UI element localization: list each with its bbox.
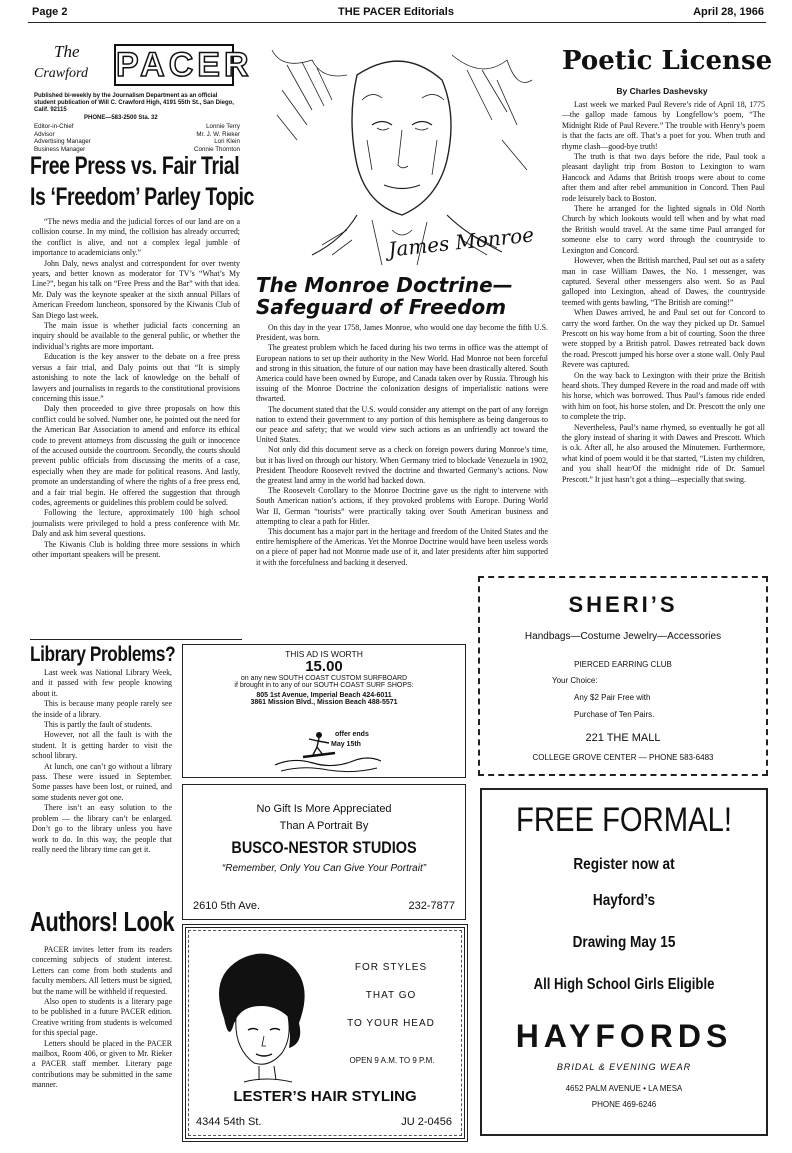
monroe-signature: James Monroe xyxy=(386,222,535,262)
page-number: Page 2 xyxy=(32,6,68,18)
hayfords-ad-logo: HAYFORDS xyxy=(515,1018,733,1054)
paragraph: However, when the British marched, Paul set out as a safety man in case William Dawes, the No. 1 messenger, was captured. Several other messengers also went. So as Paul galloped into Lexington, ahead of Dawes, the countryside teemed with gents bawling, “The British are coming!” xyxy=(562,256,765,307)
woman-illustration xyxy=(204,948,314,1088)
sheris-ad-choice: Your Choice: xyxy=(552,676,598,685)
staff-box xyxy=(34,123,240,153)
lesters-ad-line: FOR STYLES xyxy=(354,962,428,973)
hayfords-ad-line: Drawing May 15 xyxy=(572,934,676,951)
surf-ad xyxy=(182,644,466,778)
paragraph: When Dawes arrived, he and Paul set out for Concord to carry the word farther. On the way they picked up Dr. Samuel Prescott on his way home from a bit of courting. Soon the three were stopped by a British patrol. Dawes retreated back down the road. Prescott jumped his horse over a stone wall. Only Paul Revere was captured. xyxy=(562,308,765,370)
sheris-ad-address: 221 THE MALL xyxy=(585,732,661,744)
paragraph: Letters should be placed in the PACER mailbox, Room 406, or given to Mr. Rieker a PACER staff member. Literary page contributions may be submitted in the same manner. xyxy=(32,1038,172,1090)
paragraph: The Kiwanis Club is holding three more sessions in which other important speakers will be present. xyxy=(32,539,240,559)
paragraph: Following the lecture, approximately 100 high school journalists were privileged to hold a press conference with Mr. Daly and ask him several questions. xyxy=(32,508,240,539)
sheris-ad-name: SHERI’S xyxy=(568,592,678,617)
paragraph: Daly then proceeded to give three proposals on how this conflict could be solved. Number one, he pointed out the need for the American Bar Association to amend and enforce its ethical code to prevent attorneys from discussing the guilt or innocence of the accused outside the courtroom. Secondly, the courts should prevent public officials from discussing the merits of a case, especially when they are made for political reasons. And lastly, promote an understanding of where the rights of a free press end, and a fair trial begin. He offered the suggestion that through codes, agreements or guidelines this problem could be solved. xyxy=(32,404,240,507)
surf-ad-line: if brought in to any of our SOUTH COAST SURF SHOPS: xyxy=(234,682,414,689)
masthead-the: The xyxy=(54,42,80,61)
masthead-published: Published bi-weekly by the Journalism Department as an official student publication of Will C. Crawford High, 4191 55th St., San Diego, Calif. 92115 xyxy=(34,93,234,113)
surf-ad-amount: 15.00 xyxy=(305,658,343,675)
staff-row: Advertising Manager Lori Klein xyxy=(34,138,240,145)
paragraph: Last week was National Library Week, and it passed with few people knowing about it. xyxy=(32,668,172,698)
masthead xyxy=(32,30,253,170)
paragraph: At lunch, one can’t go without a library pass. These were issued in September. Some passes have been lost, or ruined, and some students never got one. xyxy=(32,761,172,802)
issue-date: April 28, 1966 xyxy=(693,6,764,18)
paragraph: The main issue is whether judicial facts concerning an inquiry should be available to the general public, or whether the individual’s rights are more important. xyxy=(32,321,240,351)
hayfords-ad-line: Hayford’s xyxy=(592,892,656,909)
hayfords-ad xyxy=(480,788,768,1136)
poetic-headline: Poetic License xyxy=(562,46,773,76)
busco-nestor-ad xyxy=(182,784,466,920)
paragraph: The Roosevelt Corollary to the Monroe Doctrine gave us the right to intervene with South American nation’s actions, if they provoked problems with Europe. During World War II, German “tourists” were practically taking over South American business and attempting to clear a path for Hitler. xyxy=(256,486,548,526)
staff-row: Advisor Mr. J. W. Rieker xyxy=(34,130,240,138)
paragraph: Last week we marked Paul Revere’s ride of April 18, 1775—the gallop made famous by Longfellow’s poem, “The Midnight Ride of Paul Revere.” The trouble with Henry’s poem is that the facts are off. That’s a poet for you. When truth and rhyme clash—good-bye truth! xyxy=(562,100,765,151)
paragraph: However, not all the fault is with the student. It is getting harder to visit the school library. xyxy=(32,730,172,761)
sheris-ad-club: PIERCED EARRING CLUB xyxy=(574,660,672,669)
header-rule xyxy=(28,22,766,23)
masthead-logo: PACER xyxy=(116,46,253,84)
surf-ad-address: 805 1st Avenue, Imperial Beach 424-6011 xyxy=(256,692,392,699)
hayfords-ad-line: All High School Girls Eligible xyxy=(533,976,715,993)
paragraph: Also open to students is a literary page to be published in a future PACER edition. Creative writing from students is welcomed for this special page. xyxy=(32,997,172,1038)
paragraph: This document has a major part in the heritage and freedom of the United States and the entire hemisphere of the Americas. Yet the Monroe Doctrine would have been useless words on a piece of paper had not Monroe made use of it, and later presidents after him supported it with the forcefulness and backing it deserved. xyxy=(256,527,548,567)
surf-ad-offer: offer ends xyxy=(335,731,369,738)
authors-headline: Authors! Look xyxy=(30,906,175,937)
hayfords-ad-line: Register now at xyxy=(573,856,675,873)
paragraph: PACER invites letter from its readers concerning subjects of student interest. Letters can come from both students and faculty members. All letters must be signed, but the name will be withheld if requested. xyxy=(32,945,172,996)
hayfords-ad-phone: PHONE 469-6246 xyxy=(591,1100,657,1109)
paragraph: Not only did this document serve as a check on foreign powers during Monroe’s time, but it has lived on through our history. When Germany tried to blockade Venezuela in 1902, President Theodore Roosevelt revived the doctrine and thwarted Germany’s actions. Now the greatest land army in the world had backed down. xyxy=(256,445,548,486)
paragraph: The greatest problem which he faced during his two terms in office was the attempt of European nations to set up their authority in the New World. Had Monroe not been forceful and strong in this situation, the future of our nation may have been drastically altered. South America could have been owned by Europe, and Canada taken over by Russia. Through his issuing of the Monroe Doctrine the colonization designs of imperialistic nations were thwarted. xyxy=(256,343,548,404)
poetic-byline: By Charles Dashevsky xyxy=(616,86,708,96)
library-body xyxy=(32,668,172,855)
paragraph: The document stated that the U.S. would consider any attempt on the part of any foreign nation to extend their government to any portion of this hemisphere as being dangerous to our peace and safety; that we would view such actions as an unfriendly act toward the United States. xyxy=(256,404,548,445)
monroe-portrait xyxy=(252,40,548,272)
column-rule xyxy=(30,639,242,640)
paragraph: This is because many people rarely see the inside of a library. xyxy=(32,699,172,719)
busco-ad-address: 2610 5th Ave. xyxy=(193,900,261,912)
paragraph: The truth is that two days before the ride, Paul took a pleasant daylight trip from Boston to Lexington to warn Hancock and Adams that British troops were about to come after them and after rebel ammunition in Concord. Then Paul rode leisurely back to Boston. xyxy=(562,152,765,203)
lesters-ad-hours: OPEN 9 A.M. TO 9 P.M. xyxy=(349,1056,435,1065)
surf-ad-address: 3861 Mission Blvd., Mission Beach 488-5571 xyxy=(250,699,398,706)
poetic-body xyxy=(562,100,765,485)
paragraph: Nevertheless, Paul’s name rhymed, so eventually he got all the glory instead of sharing it with Dawes and Prescott. Which is o.k. After all, he also aroused the Minutemen. Furthermore, what kind of poem would it be that started, “Listen my children, and you shall hear/Of the midnight ride of Dr. Samuel Prescott.” It just hasn’t got a thing—especially that swing. xyxy=(562,422,765,484)
paragraph: John Daly, news analyst and correspondent for over twenty years, and better known as moderator for TV’s “What’s My Line?”, began his talk on “Free Press and the Bar” with that idea. Mr. Daly was the keynote speaker at the sixth annual Pillars of American Freedom luncheon, sponsored by the Kiwanis Club of San Diego last week. xyxy=(32,258,240,320)
surf-ad-line: THIS AD IS WORTH xyxy=(285,649,363,659)
sheris-ad xyxy=(478,576,768,776)
authors-body xyxy=(32,945,172,1091)
hayfords-ad-headline: FREE FORMAL! xyxy=(515,801,733,839)
masthead-phone: PHONE—583-2500 Sta. 32 xyxy=(84,115,158,121)
surf-ad-offer-date: May 15th xyxy=(331,741,361,748)
lesters-ad-address: 4344 54th St. xyxy=(196,1116,262,1128)
lesters-ad xyxy=(182,924,468,1142)
paragraph: There he arranged for the lighted signals in Old North Church by which lookouts would tell when and by what road the British would travel. At the same time Paul arranged for someone else to carry word through the countryside to Lexington and Concord. xyxy=(562,204,765,255)
free-press-headline-2: Is ‘Freedom’ Parley Topic xyxy=(30,183,254,211)
paragraph: Education is the key answer to the debate on a free press versus a fair trial, and Daly points out that “It is simply astonishing to note the lack of knowledge on the behalf of lawyers and journalists in regards to the constitutional provisions concerning this issue.” xyxy=(32,352,240,403)
free-press-headline-1: Free Press vs. Fair Trial xyxy=(30,152,240,180)
sheris-ad-center: COLLEGE GROVE CENTER — PHONE 583-6483 xyxy=(532,753,714,762)
busco-ad-line: No Gift Is More Appreciated xyxy=(256,803,392,815)
paragraph: There isn’t an easy solution to the problem — the library can’t be enlarged. Don’t go to the library unless you have work to do. In this way, the people that really need the library time can get it. xyxy=(32,803,172,854)
lesters-ad-name: LESTER’S HAIR STYLING xyxy=(233,1088,417,1105)
free-press-body xyxy=(32,217,240,560)
paragraph: On the way back to Lexington with their prize the British heard shots. They dumped Revere in the road and made off with his horse, which was borrowed. Thus Paul’s famous ride ended with him on foot, his horse stolen, and Dr. Prescott the only one to complete the trip. xyxy=(562,370,765,422)
sheris-ad-offer: Purchase of Ten Pairs. xyxy=(574,710,655,719)
busco-ad-studio: BUSCO-NESTOR STUDIOS xyxy=(231,838,417,857)
lesters-ad-line: THAT GO xyxy=(365,990,417,1001)
monroe-headline-2: Safeguard of Freedom xyxy=(256,295,507,319)
lesters-ad-phone: JU 2-0456 xyxy=(401,1116,452,1128)
masthead-crawford: Crawford xyxy=(34,66,88,81)
staff-row: Business Manager Connie Thornton xyxy=(34,145,240,153)
sheris-ad-offer: Any $2 Pair Free with xyxy=(574,693,651,702)
paragraph: On this day in the year 1758, James Monroe, who would one day become the fifth U.S. President, was born. xyxy=(256,323,548,343)
busco-ad-line: Than A Portrait By xyxy=(279,820,369,832)
paragraph: “The news media and the judicial forces of our land are on a collision course. In my mind, the collision has already occurred; the conflict is alive, and not a complex legal jumble of importance to academicians only.” xyxy=(32,217,240,258)
monroe-headline-1: The Monroe Doctrine— xyxy=(256,273,513,297)
lesters-ad-line: TO YOUR HEAD xyxy=(347,1018,435,1029)
library-headline: Library Problems? xyxy=(30,643,176,666)
busco-ad-phone: 232-7877 xyxy=(408,900,455,912)
busco-ad-slogan: “Remember, Only You Can Give Your Portrait” xyxy=(221,863,427,874)
surf-ad-line: on any new SOUTH COAST CUSTOM SURFBOARD xyxy=(240,675,408,682)
hayfords-ad-address: 4652 PALM AVENUE • LA MESA xyxy=(565,1084,683,1093)
surfer-illustration xyxy=(273,727,383,775)
section-title: THE PACER Editorials xyxy=(338,6,454,18)
paragraph: This is partly the fault of students. xyxy=(44,720,153,730)
staff-row: Editor-in-Chief Lonnie Terry xyxy=(34,123,240,130)
sheris-ad-tagline: Handbags—Costume Jewelry—Accessories xyxy=(524,631,722,642)
monroe-body xyxy=(256,323,548,568)
hayfords-ad-sub: BRIDAL & EVENING WEAR xyxy=(556,1062,692,1072)
